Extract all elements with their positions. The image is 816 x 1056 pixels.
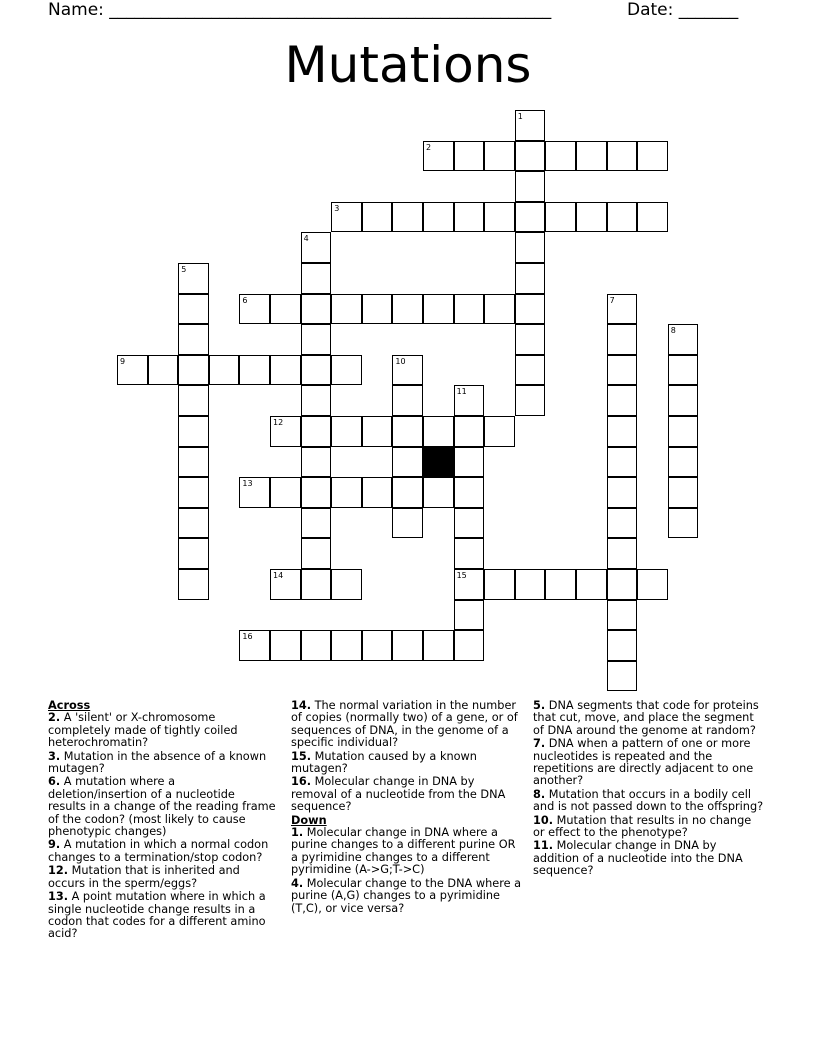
grid-cell[interactable] [148,355,179,386]
clue-text: Mutation that results in no change or effect to the phenotype? [533,813,752,840]
grid-cell[interactable] [607,294,638,325]
clue-item [291,776,523,813]
grid-cell[interactable] [576,141,607,172]
grid-cell[interactable] [301,232,332,263]
grid-cell[interactable] [178,477,209,508]
grid-cell[interactable] [484,569,515,600]
grid-cell[interactable] [607,355,638,386]
grid-cell[interactable] [454,447,485,478]
grid-cell[interactable] [576,569,607,600]
grid-cell[interactable] [607,141,638,172]
grid-cell[interactable] [178,263,209,294]
clue-item [291,827,523,877]
grid-cell[interactable] [178,385,209,416]
clue-number: 11. [533,839,554,853]
grid-cell[interactable] [607,202,638,233]
grid-cell[interactable] [270,416,301,447]
grid-cell[interactable] [239,294,270,325]
grid-cell[interactable] [515,294,546,325]
grid-cell[interactable] [454,416,485,447]
grid-cell[interactable] [637,569,668,600]
grid-cell[interactable] [301,416,332,447]
clue-item [291,700,523,750]
grid-cell[interactable] [484,294,515,325]
cell-number: 10 [395,356,406,366]
grid-cell[interactable] [331,630,362,661]
clue-item [533,840,765,877]
grid-cell[interactable] [239,630,270,661]
grid-cell[interactable] [301,447,332,478]
grid-cell[interactable] [423,477,454,508]
clue-number: 6. [48,775,61,789]
grid-cell[interactable] [607,385,638,416]
clue-text: A 'silent' or X-chromosome completely made of tightly coiled heterochromatin? [48,711,238,750]
grid-cell[interactable] [454,385,485,416]
date-field[interactable]: Date: _______ [627,0,739,20]
clue-item [533,700,765,737]
across-heading: Across [48,699,91,712]
grid-cell[interactable] [454,508,485,539]
clue-number: 16. [291,775,312,789]
clue-number: 1. [291,826,304,840]
grid-cell[interactable] [484,416,515,447]
grid-cell[interactable] [392,294,423,325]
grid-cell[interactable] [545,569,576,600]
grid-cell[interactable] [515,263,546,294]
grid-cell[interactable] [515,171,546,202]
clue-text: Molecular change in DNA where a purine changes to a different purine OR a pyrimidine changes to a different pyrimidine (A->G;T->C) [291,826,516,877]
grid-cell[interactable] [270,630,301,661]
cell-number: 11 [456,387,467,397]
grid-cell[interactable] [270,294,301,325]
page-title: Mutations [284,36,532,94]
cell-number: 13 [242,479,253,489]
clue-item [291,751,523,776]
clue-item [533,815,765,840]
grid-cell[interactable] [239,355,270,386]
clue-text: Molecular change to the DNA where a purine (A,G) changes to a pyrimidine (T,C), or vice versa? [291,876,522,915]
clue-number: 10. [533,813,554,827]
grid-cell[interactable] [423,630,454,661]
grid-cell[interactable] [301,355,332,386]
grid-cell[interactable] [607,477,638,508]
grid-cell[interactable] [178,416,209,447]
grid-cell[interactable] [178,447,209,478]
grid-cell[interactable] [545,141,576,172]
grid-cell[interactable] [392,416,423,447]
grid-cell[interactable] [454,600,485,631]
grid-cell[interactable] [331,569,362,600]
grid-cell[interactable] [117,355,148,386]
grid-cell[interactable] [362,630,393,661]
grid-cell[interactable] [668,477,699,508]
clue-number: 4. [291,876,304,890]
clue-text: Mutation in the absence of a known mutagen? [48,749,267,776]
grid-cell[interactable] [668,385,699,416]
grid-cell[interactable] [362,294,393,325]
grid-cell[interactable] [515,110,546,141]
clue-text: Mutation that occurs in a bodily cell and is not passed down to the offspring? [533,787,764,814]
cell-number: 12 [273,418,284,427]
clues-column-1 [48,700,276,942]
grid-cell[interactable] [607,538,638,569]
grid-cell[interactable] [331,416,362,447]
grid-cell[interactable] [423,202,454,233]
grid-cell[interactable] [668,324,699,355]
clue-item [48,839,276,864]
grid-cell[interactable] [515,355,546,386]
grid-cell[interactable] [607,569,638,600]
clue-number: 8. [533,787,546,801]
grid-cell[interactable] [668,416,699,447]
grid-cell[interactable] [607,630,638,661]
black-square [423,447,454,478]
clue-text: A point mutation where in which a single nucleotide change results in a codon that codes for a different amino acid? [48,890,266,941]
clue-item [48,776,276,838]
grid-cell[interactable] [637,141,668,172]
grid-cell[interactable] [515,569,546,600]
grid-cell[interactable] [301,324,332,355]
clue-item [533,738,765,788]
clue-number: 15. [291,749,312,763]
grid-cell[interactable] [515,232,546,263]
grid-cell[interactable] [331,355,362,386]
clue-item [48,891,276,941]
grid-cell[interactable] [178,569,209,600]
grid-cell[interactable] [454,202,485,233]
grid-cell[interactable] [607,661,638,692]
grid-cell[interactable] [515,324,546,355]
grid-cell[interactable] [545,202,576,233]
grid-cell[interactable] [301,508,332,539]
cell-number: 3 [334,203,340,213]
grid-cell[interactable] [607,416,638,447]
clue-text: DNA when a pattern of one or more nucleotides is repeated and the repetitions are directly adjacent to one another? [533,737,754,788]
clue-number: 2. [48,711,61,725]
cell-number: 8 [670,326,676,336]
grid-cell[interactable] [392,477,423,508]
clue-number: 13. [48,890,69,904]
cell-number: 14 [273,571,284,580]
grid-cell[interactable] [301,294,332,325]
grid-cell[interactable] [515,202,546,233]
name-field[interactable]: Name: ____________________________________________________ [48,0,552,20]
grid-cell[interactable] [301,263,332,294]
grid-cell[interactable] [392,447,423,478]
grid-cell[interactable] [576,202,607,233]
grid-cell[interactable] [392,202,423,233]
grid-cell[interactable] [270,355,301,386]
grid-cell[interactable] [392,385,423,416]
cell-number: 16 [242,632,253,642]
cell-number: 7 [609,295,615,305]
grid-cell[interactable] [668,355,699,386]
clue-text: Molecular change in DNA by removal of a nucleotide from the DNA sequence? [291,775,506,814]
grid-cell[interactable] [637,202,668,233]
clue-item [533,789,765,814]
grid-cell[interactable] [668,447,699,478]
grid-cell[interactable] [423,416,454,447]
clue-number: 12. [48,864,69,878]
grid-cell[interactable] [270,477,301,508]
clue-text: Mutation caused by a known mutagen? [291,749,477,776]
clue-text: Molecular change in DNA by addition of a nucleotide into the DNA sequence? [533,839,743,878]
grid-cell[interactable] [178,538,209,569]
cell-number: 9 [120,356,126,366]
clue-text: The normal variation in the number of copies (normally two) of a gene, or of sequences of DNA, in the genome of a specific individual? [291,699,518,750]
grid-cell[interactable] [362,477,393,508]
grid-cell[interactable] [178,508,209,539]
grid-cell[interactable] [515,141,546,172]
grid-cell[interactable] [607,508,638,539]
grid-cell[interactable] [454,477,485,508]
grid-cell[interactable] [331,294,362,325]
clue-item [48,712,276,749]
clue-number: 7. [533,737,546,751]
clue-text: A mutation where a deletion/insertion of a nucleotide results in a change of the reading frame of the codon? (most likely to cause phenotypic changes) [48,775,276,839]
grid-cell[interactable] [301,569,332,600]
cell-number: 15 [456,571,467,580]
clue-item [291,878,523,915]
clue-number: 5. [533,699,546,712]
grid-cell[interactable] [423,141,454,172]
grid-cell[interactable] [607,447,638,478]
clue-text: A mutation in which a normal codon changes to a termination/stop codon? [48,838,269,864]
grid-cell[interactable] [454,630,485,661]
down-heading: Down [291,813,327,827]
cell-number: 6 [242,295,248,305]
grid-cell[interactable] [331,477,362,508]
clues-column-2 [291,700,523,916]
grid-cell[interactable] [454,294,485,325]
grid-cell[interactable] [607,600,638,631]
grid-cell[interactable] [270,569,301,600]
clue-text: DNA segments that code for proteins that cut, move, and place the segment of DNA around the genome at random? [533,699,759,737]
cell-number: 4 [303,234,309,244]
clue-number: 3. [48,749,61,763]
grid-cell[interactable] [331,202,362,233]
grid-cell[interactable] [301,630,332,661]
clue-item [48,865,276,890]
cell-number: 2 [426,142,432,152]
grid-cell[interactable] [423,294,454,325]
grid-cell[interactable] [454,141,485,172]
grid-cell[interactable] [392,355,423,386]
grid-cell[interactable] [301,477,332,508]
grid-cell[interactable] [362,202,393,233]
cell-number: 1 [517,112,523,121]
grid-cell[interactable] [178,324,209,355]
clues-column-3 [533,700,765,879]
grid-cell[interactable] [301,538,332,569]
grid-cell[interactable] [607,324,638,355]
grid-cell[interactable] [668,508,699,539]
clue-item [48,751,276,776]
grid-cell[interactable] [209,355,240,386]
grid-cell[interactable] [362,416,393,447]
grid-cell[interactable] [178,294,209,325]
grid-cell[interactable] [454,569,485,600]
clue-text: Mutation that is inherited and occurs in the sperm/eggs? [48,864,240,890]
grid-cell[interactable] [484,202,515,233]
clue-number: 14. [291,699,312,712]
clue-number: 9. [48,838,61,852]
grid-cell[interactable] [178,355,209,386]
grid-cell[interactable] [392,630,423,661]
grid-cell[interactable] [454,538,485,569]
grid-cell[interactable] [239,477,270,508]
grid-cell[interactable] [515,385,546,416]
grid-cell[interactable] [301,385,332,416]
cell-number: 5 [181,265,187,274]
grid-cell[interactable] [484,141,515,172]
grid-cell[interactable] [392,508,423,539]
